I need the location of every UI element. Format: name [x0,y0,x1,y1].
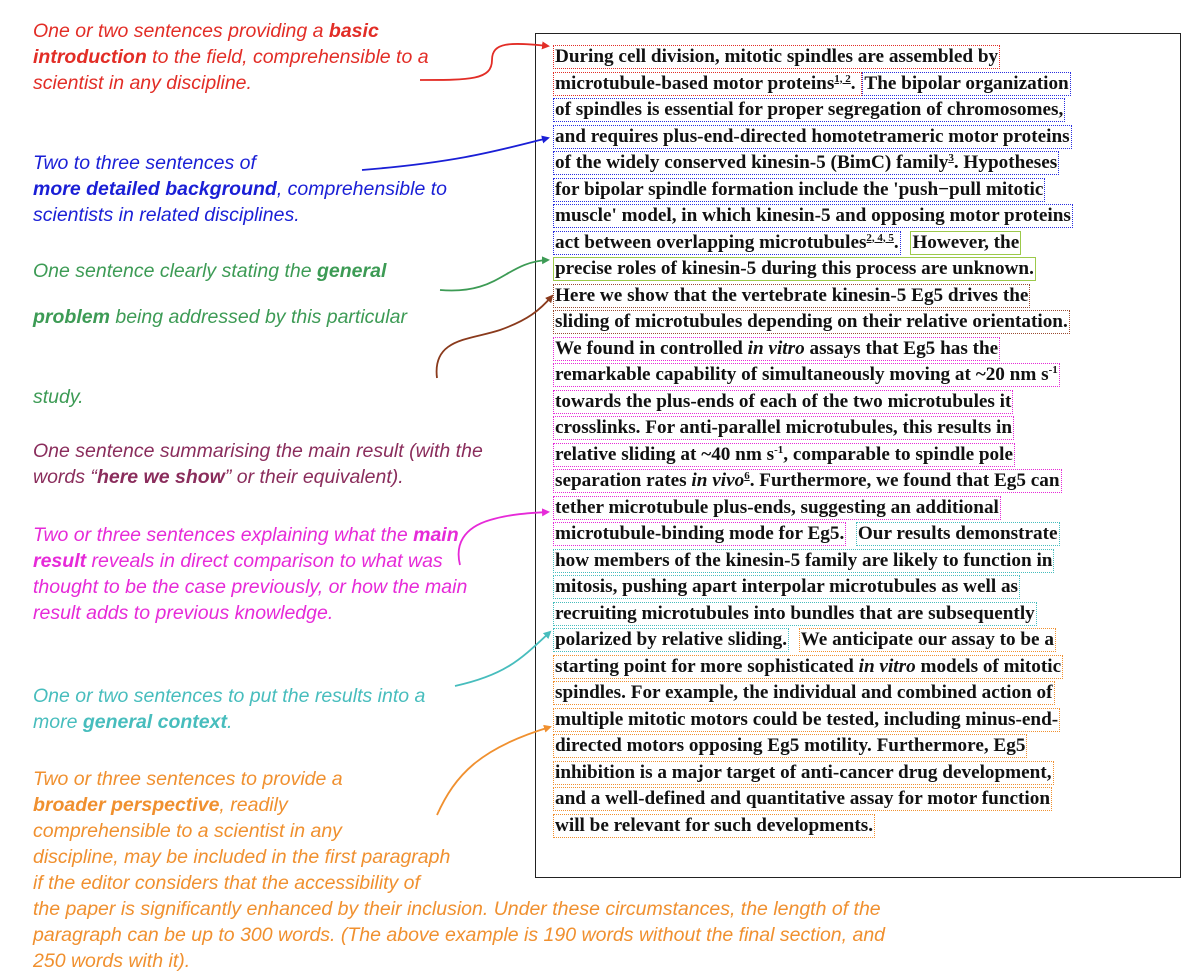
annotation-text: ” or their equivalent). [224,466,404,488]
abstract-line [553,389,1013,416]
abstract-line [553,309,1070,336]
citation: 2, 4, 5 [866,231,894,244]
sentence-text: We found in controlled [555,337,748,359]
segment-reveals: microtubule-binding mode for Eg5. [555,523,845,544]
abstract-line [553,256,1036,283]
abstract-line [553,415,1014,442]
annotation-keyword: broader perspective [33,794,220,816]
segment-reveals [553,337,1000,361]
segment-problem: precise roles of kinesin-5 during this process are unknown. [555,258,1034,279]
abstract-line [553,150,1059,177]
segment-perspective: and a well-defined and quantitative assay for motor function [555,788,1051,809]
annotation-text: . [227,711,233,733]
abstract-line [553,283,1030,310]
italic-term: in vitro [858,655,916,677]
sentence-text: models of mitotic [915,655,1062,677]
segment-perspective: inhibition is a major target of anti-cancer drug development, [555,761,1052,783]
sentence-text: . [850,72,861,94]
segment-introduction [553,72,862,96]
abstract-line [553,601,1037,628]
annotation-text: to the field, comprehensible to a scientist in any discipline. [33,46,429,94]
annotation-general-problem-end [33,384,493,410]
abstract-line [553,654,1063,681]
segment-reveals [553,363,1060,387]
annotation-text: One sentence clearly stating the [33,260,317,282]
abstract-line [553,495,1001,522]
sentence-text: starting point for more sophisticated [555,655,859,677]
sentence-text: . [893,231,899,253]
segment-perspective: directed motors opposing Eg5 motility. Furthermore, Eg5 [555,735,1026,756]
citation: 6 [744,470,750,482]
abstract-line [553,786,1052,813]
annotation-keyword: here we show [96,466,225,488]
segment-reveals: tether microtubule plus-ends, suggesting an additional [555,496,999,518]
annotation-basic-introduction [33,18,453,96]
annotation-main-result [33,438,523,490]
annotation-keyword: basic introduction [33,20,379,68]
segment-context: polarized by relative sliding. [555,629,788,650]
annotation-text: One sentence summarising the main result (with the words “ [33,440,483,488]
sentence-text: microtubule-based motor proteins [555,72,835,94]
annotation-keyword: problem [33,306,110,328]
unit-exponent: -1 [1048,364,1058,376]
segment-perspective [553,655,1063,679]
abstract-line [553,680,1055,707]
abstract-line [553,627,1056,654]
segment-background: and requires plus-end-directed homotetrameric motor proteins [555,125,1070,147]
abstract-line [553,362,1060,389]
annotation-keyword: more detailed background [33,178,277,200]
abstract-line [553,521,1060,548]
citation: 1, 2 [834,72,851,85]
segment-context: mitosis, pushing apart interpolar microtubules as well as [555,576,1019,597]
annotation-text: discipline, may be included in the first paragraph [33,846,451,868]
segment-background [553,231,901,255]
abstract-line [553,574,1020,601]
abstract-line [553,733,1027,760]
annotation-detailed-background [33,150,523,228]
abstract-line [553,442,1015,469]
segment-perspective: We anticipate our assay to be a [800,629,1054,650]
segment-perspective: spindles. For example, the individual and combined action of [555,682,1053,703]
citation: 3 [948,152,954,164]
annotation-text: reveals in direct comparison to what was thought to be the case previously, or how the main result adds to previous knowledge. [33,550,468,624]
annotation-keyword: general context [82,711,227,733]
segment-background [553,151,1059,175]
segment-main-result: sliding of microtubules depending on their relative orientation. [555,311,1068,332]
abstract-line [553,468,1062,495]
segment-context: how members of the kinesin-5 family are likely to function in [555,549,1053,571]
sentence-text: , comparable to spindle pole [783,443,1013,465]
annotation-keyword: main result [33,524,459,572]
annotation-text: paragraph can be up to 300 words. (The above example is 190 words without the final section, and [33,924,886,946]
annotation-text: One or two sentences to put the results into a more [33,685,426,733]
annotation-text: the paper is significantly enhanced by their inclusion. Under these circumstances, the length of the [33,898,881,920]
abstract-line [553,230,1021,257]
abstract-line [553,707,1060,734]
unit-exponent: -1 [774,443,784,456]
abstract-line [553,177,1045,204]
sentence-text: . Hypotheses [953,152,1058,173]
sentence-text: . Furthermore, we found that Eg5 can [749,470,1060,491]
abstract-line [553,97,1065,124]
italic-term: in vivo [691,470,745,491]
annotation-general-context [33,683,453,735]
annotation-text: Two or three sentences explaining what the [33,524,414,546]
segment-background: of spindles is essential for proper segregation of chromosomes, [555,99,1064,120]
annotation-text: , comprehensible to scientists in related disciplines. [33,178,447,226]
segment-perspective: multiple mitotic motors could be tested, including minus-end- [555,708,1059,730]
segment-context: Our results demonstrate [857,523,1058,544]
abstract-line [553,336,1000,363]
abstract-line [553,548,1054,575]
annotation-text: One or two sentences providing a [33,20,329,42]
italic-term: in vitro [747,337,805,359]
annotation-general-problem [33,258,493,284]
annotation-keyword: general [317,260,387,282]
abstract-line [553,124,1072,151]
annotation-text: study. [33,386,84,408]
abstract-line [553,71,1071,98]
sentence-text: separation rates [555,470,692,491]
segment-context: recruiting microtubules into bundles that are subsequently [555,602,1035,624]
abstract-line [553,813,875,840]
segment-reveals: crosslinks. For anti-parallel microtubules, this results in [555,417,1012,438]
segment-reveals [553,469,1062,493]
annotation-text: being addressed by this particular [109,306,407,328]
segment-perspective: will be relevant for such developments. [555,814,873,836]
sentence-text: remarkable capability of simultaneously moving at ~20 nm s [555,364,1049,385]
annotation-text: 250 words with it). [33,950,191,972]
abstract-line [553,44,1000,71]
abstract-line [553,203,1073,230]
abstract-line [553,760,1054,787]
segment-reveals [553,443,1015,467]
segment-background: for bipolar spindle formation include the 'push−pull mitotic [555,178,1044,200]
segment-reveals: towards the plus-ends of each of the two microtubules it [555,390,1012,412]
annotation-text: if the editor considers that the accessibility of [33,872,420,894]
sentence-text: relative sliding at ~40 nm s [555,443,775,465]
sentence-text: of the widely conserved kinesin-5 (BimC) family [555,152,949,173]
segment-main-result: Here we show that the vertebrate kinesin-5 Eg5 drives the [555,284,1029,306]
segment-introduction: During cell division, mitotic spindles are assembled by [555,46,999,67]
annotation-text: comprehensible to a scientist in any [33,820,342,842]
segment-problem: However, the [912,231,1020,253]
annotation-result-reveals [33,522,513,626]
annotation-text: Two or three sentences to provide a [33,768,343,790]
sentence-text: assays that Eg5 has the [804,337,999,359]
segment-background: The bipolar organization [864,72,1069,94]
segment-background: muscle' model, in which kinesin-5 and opposing motor proteins [555,205,1071,226]
sentence-text: act between overlapping microtubules [555,231,867,253]
annotation-text: Two to three sentences of [33,152,256,174]
annotation-text: , readily [219,794,288,816]
annotation-general-problem-cont [33,304,493,330]
